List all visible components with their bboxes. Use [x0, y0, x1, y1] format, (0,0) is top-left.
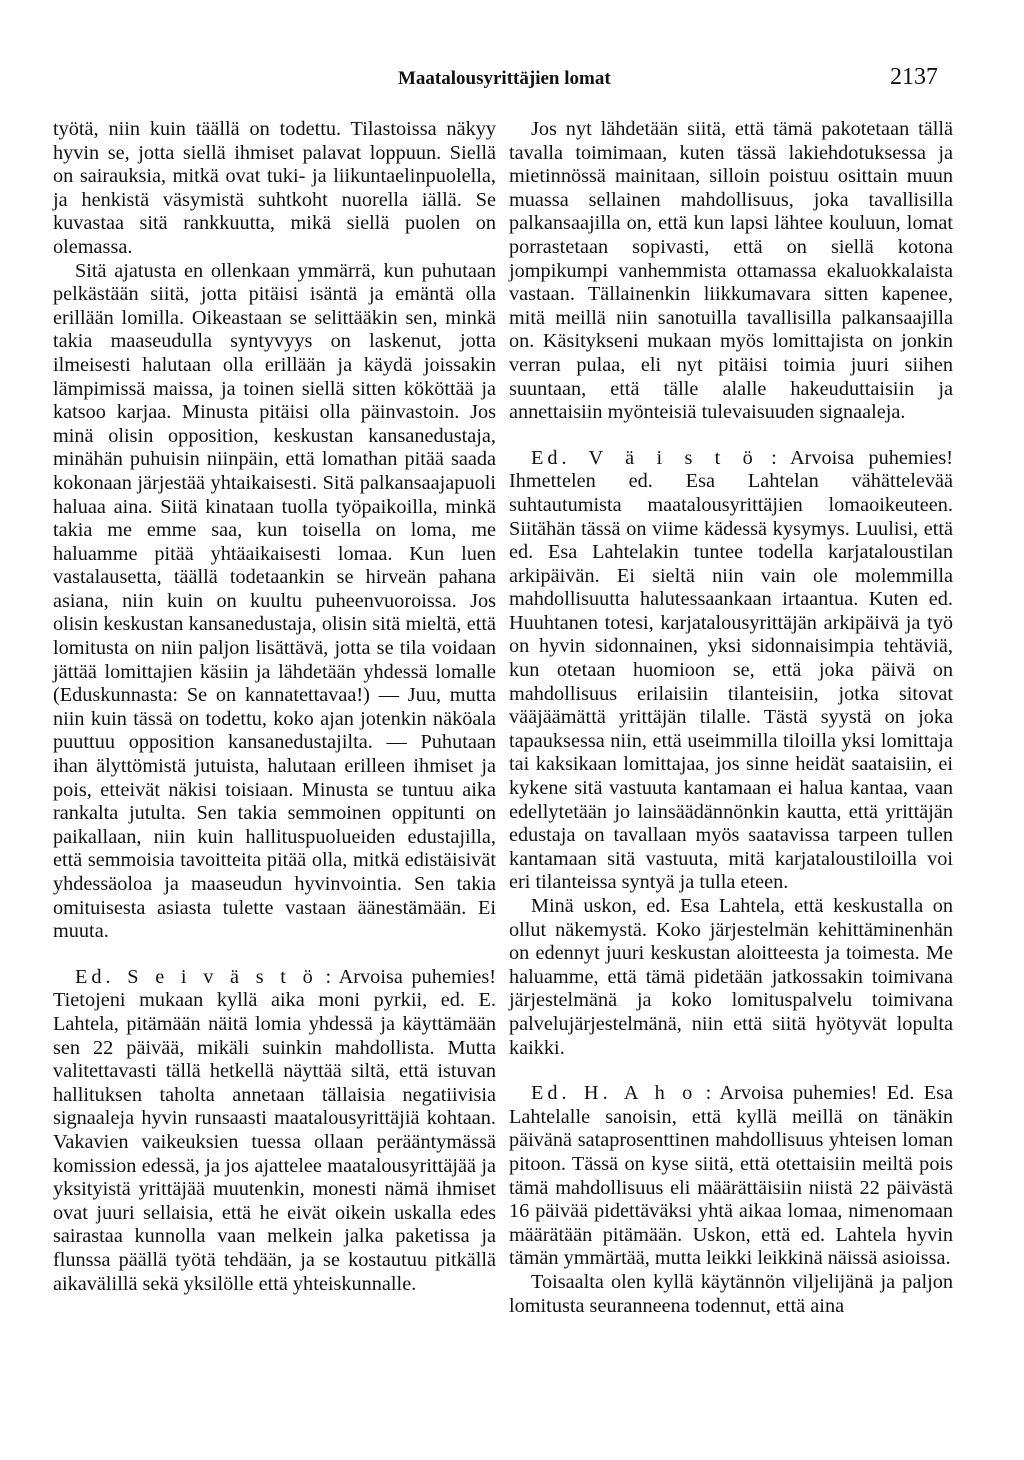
page-number: 2137 — [890, 64, 938, 90]
speech-paragraph — [509, 447, 953, 895]
paragraph: Toisaalta olen kyllä käytännön viljelijänä ja paljon lomitusta seuranneena todennut, että aina — [509, 1270, 953, 1317]
paragraph: Sitä ajatusta en ollenkaan ymmärrä, kun puhutaan pelkästään siitä, jotta pitäisi isäntä ja emäntä olla erillään lomilla. Oikeastaan se selittääkin sen, minkä takia maaseudulla syntyvyys on laskenut, jotta ilmeisesti halutaan olla erillään ja käydä joissakin lämpimissä maissa, ja toinen siellä sitten kököttää ja katsoo karjaa. Minusta pitäisi olla päinvastoin. Jos minä olisin opposition, keskustan kansanedustaja, minähän puhuisin niinpäin, että lomathan pitää saada kokonaan järjestää yhtaikaisesti. Sitä palkansaajapuoli haluaa aina. Siitä kinataan tuolla työpaikoilla, minkä takia me emme saa, kun toisella on loma, me haluamme pitää yhtäaikaisesti lomaa. Kun luen vastalausetta, täällä todetaankin se hirveän pahana asiana, niin kuin on kuultu puheenvuoroissa. Jos olisin keskustan kansanedustaja, olisin sitä mieltä, että lomitusta on niin paljon lisättävä, jotta se tila voidaan jättää lomittajien käsiin ja lähdetään yhdessä lomalle (Eduskunnasta: Se on kannatettavaa!) — Juu, mutta niin kuin tässä on todettu, koko ajan jotenkin näköala puuttuu opposition kansanedustajilta. — Puhutaan ihan älyttömistä jutuista, halutaan erilleen ihmiset ja pois, etteivät näkisi toisiaan. Minusta se tuntuu aika rankalta jutulta. Sen takia semmoinen oppitunti on paikallaan, niin kuin hallituspuolueiden edustajilla, että semmoisia tavoitteita pitää olla, mitkä edistäisivät yhdessäoloa ja maaseudun hyvinvointia. Sen takia omituisesta asiasta tulette vastaan äänestämään. Ei muuta. — [53, 259, 496, 943]
speech-paragraph — [53, 966, 496, 1296]
speaker-name: Ed. H. A h o — [531, 1082, 697, 1105]
speech-text: : Arvoisa puhemies! Ihmettelen ed. Esa Lahtelan vähättelevää suhtautumista maatalousyrittäjien lomaoikeuteen. Siitähän tässä on viime kädessä kysymys. Luulisi, että ed. Esa Lahtelakin tuntee todella karjataloustilan arkipäivän. Ei sieltä niin vain ole molemmilla mahdollisuutta halutessaankaan irtaantua. Kuten ed. Huuhtanen totesi, karjatalousyrittäjän arkipäivä ja työ on hyvin sidonnainen, yksi sidonnaisimpia tehtäviä, kun otetaan huomioon se, että joka päivä on mahdollisuus erilaisiin tilanteisiin, jotka sitovat vääjäämättä yrittäjän tilalle. Tästä syystä on joka tapauksessa niin, että useimmilla tiloilla yksi lomittaja tai kaksikaan lomittajaa, jos sinne heidät saataisiin, ei kykene sitä vastuuta kantamaan ei halua kantaa, vaan edellytetään jo lainsäädännönkin kautta, että yrittäjän edustaja on tavallaan myös saatavissa tarpeen tullen kantamaan sitä vastuuta, mitä karjataloustiloilla voi eri tilanteissa syntyä ja tulla eteen. — [509, 446, 953, 894]
speaker-name: Ed. V ä i s t ö — [531, 446, 757, 469]
speech-paragraph — [509, 1082, 953, 1271]
speech-text: : Arvoisa puhemies! Ed. Esa Lahtelalle sanoisin, että kyllä meillä on tänäkin päivänä sataprosenttinen mahdollisuus yhteisen loman pitoon. Tässä on kyse siitä, että otettaisiin meiltä pois tämä mahdollisuus eli määrättäisiin niistä 22 päivästä 16 päivää pidettäväksi yhtä aikaa lomaa, nimenomaan määrätään pitämään. Uskon, että ed. Lahtela hyvin tämän ymmärtää, mutta leikki leikkinä näissä asioissa. — [509, 1082, 953, 1270]
paragraph: työtä, niin kuin täällä on todettu. Tilastoissa näkyy hyvin se, jotta siellä ihmiset palavat loppuun. Siellä on sairauksia, mitkä ovat tuki- ja liikuntaelinpuolella, ja henkistä väsymistä suhtkoht nuorella iällä. Se kuvastaa sitä rankkuutta, mikä siellä puolen on olemassa. — [53, 118, 496, 258]
right-column — [509, 118, 953, 1318]
paragraph: Minä uskon, ed. Esa Lahtela, että keskustalla on ollut näkemystä. Koko järjestelmän kehittäminenhän on edennyt juuri keskustan aloitteesta ja toimesta. Me haluamme, että tämä pidetään jatkossakin toimivana järjestelmänä ja koko lomituspalvelu toimivana palvelujärjestelmänä, niin että siitä hyötyvät lopulta kaikki. — [509, 895, 953, 1059]
paragraph: Jos nyt lähdetään siitä, että tämä pakotetaan tällä tavalla toimimaan, kuten tässä lakiehdotuksessa ja mietinnössä mainitaan, silloin poistuu osittain muun muassa sellainen mahdollisuus, joka tavallisilla palkansaajilla on, että kun lapsi lähtee kouluun, lomat porrastetaan sopivasti, että on siellä kotona jompikumpi vanhemmista ottamassa ekaluokkalaista vastaan. Tällainenkin liikkumavara sitten kapenee, mitä meillä niin sanotuilla tavallisilla palkansaajilla on. Käsitykseni mukaan myös lomittajista on jonkin verran pulaa, eli nyt pitäisi toimia juuri siihen suuntaan, että tälle alalle hakeuduttaisiin ja annettaisiin myönteisiä tulevaisuuden signaaleja. — [509, 118, 953, 424]
left-column — [53, 118, 496, 1296]
speaker-name: Ed. S e i v ä s t ö — [75, 965, 317, 988]
running-title: Maatalousyrittäjien lomat — [398, 68, 611, 89]
speech-text: : Arvoisa puhemies! Tietojeni mukaan kyllä aika moni pyrkii, ed. E. Lahtela, pitämään näitä lomia yhdessä ja käyttämään sen 22 päivää, mikäli suinkin mahdollista. Mutta valitettavasti tällä hetkellä näyttää siltä, että istuvan hallituksen taholta annetaan tällaisia negatiivisia signaaleja hyvin runsaasti maatalousyrittäjiä kohtaan. Vakavien vaikeuksien tuessa ollaan perääntymässä komission edessä, ja jos ajattelee maatalousyrittäjää ja yksityistä yrittäjää muutenkin, monesti nämä ihmiset ovat juuri sellaisia, että he eivät oikein uskalla edes sairastaa kunnolla vaan melkein jalka paketissa ja flunssa päällä työtä tehdään, ja se kostautuu pitkällä aikavälillä sekä yksilölle että yhteiskunnalle. — [53, 965, 497, 1295]
page-header — [0, 64, 1024, 94]
